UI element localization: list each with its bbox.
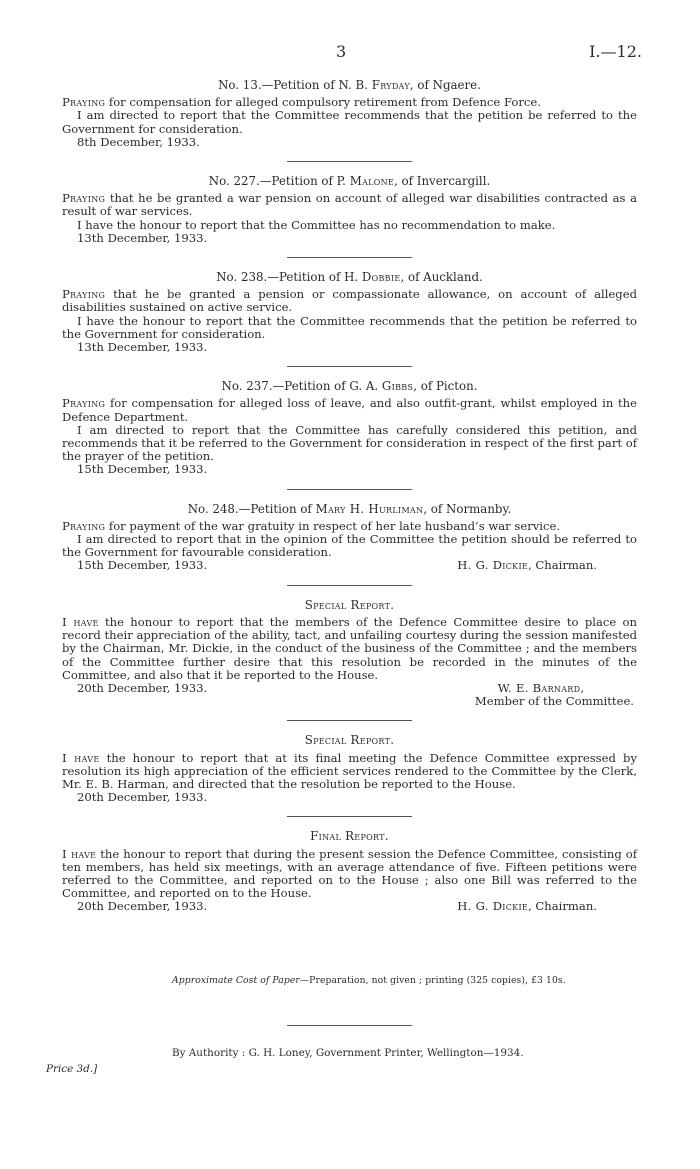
document-body (62, 79, 637, 914)
petition-prayer: Praying that he be granted a pension or compassionate allowance, on account of alleged disabilities sustained on active service. (62, 287, 637, 315)
petition-date: 15th December, 1933. (77, 462, 208, 477)
footer-divider (287, 1025, 412, 1026)
printer-authority: By Authority : G. H. Loney, Government Printer, Wellington—1934. (172, 1047, 524, 1059)
date-and-signature (62, 900, 637, 913)
petition-heading: No. 238.—Petition of H. Dobbie, of Auckland. (216, 270, 483, 285)
chairman-signature: H. G. Dickie, Chairman. (457, 899, 597, 914)
report-text: I have the honour to report that during the present session the Defence Committee, consisting of ten members, has held six meetings, with an average attendance of five. Fifteen petitions were referred to the Committee, and reported on to the House ; also one Bill was referred to the Committee, and reported on to the House. (62, 846, 637, 901)
report-date: 20th December, 1933. (77, 680, 208, 695)
petition-date: 13th December, 1933. (77, 230, 208, 245)
report-date: 20th December, 1933. (77, 899, 208, 914)
petition-report: I have the honour to report that the Committee recommends that the petition be referred to the Government for consideration. (62, 313, 637, 341)
petition-report: I am directed to report that the Committee recommends that the petition be referred to the Government for consideration. (62, 108, 637, 136)
special-report-clerk (62, 734, 637, 804)
petition-heading: No. 237.—Petition of G. A. Gibbs, of Picton. (221, 379, 478, 394)
report-date: 20th December, 1933. (77, 790, 208, 805)
signature-title: Member of the Committee. (474, 694, 634, 709)
report-text: I have the honour to report that the members of the Defence Committee desire to place on record their appreciation of the ability, tact, and unfailing courtesy during the session manifested by the Chairman, Mr. Dickie, in the conduct of the business of the Committee ; and the members of the Committee further desire that this resolution be recorded in the minutes of the Committee, and also that it be reported to the House. (62, 614, 638, 682)
section-divider (287, 585, 412, 586)
petition-prayer: Praying for compensation for alleged compulsory retirement from Defence Force. (62, 95, 541, 110)
section-divider (287, 816, 412, 817)
report-heading: Special Report. (304, 733, 395, 748)
petition-heading: No. 227.—Petition of P. Malone, of Invercargill. (208, 174, 491, 189)
member-signature: W. E. Barnard, (497, 680, 584, 695)
page-number: 3 (336, 42, 347, 61)
section-divider (287, 257, 412, 258)
date-and-signature (62, 559, 637, 572)
page-header (0, 42, 700, 66)
section-divider (287, 366, 412, 367)
price-note: Price 3d.] (46, 1063, 98, 1075)
special-report-chairman (62, 599, 637, 709)
document-reference: I.—12. (589, 42, 642, 61)
petition-no-13 (62, 79, 637, 149)
chairman-signature: H. G. Dickie, Chairman. (457, 558, 597, 573)
section-divider (287, 161, 412, 162)
petition-heading: No. 248.—Petition of Mary H. Hurliman, of Normanby. (187, 501, 512, 516)
report-heading: Final Report. (310, 829, 389, 844)
section-divider (287, 489, 412, 490)
petition-report: I am directed to report that in the opinion of the Committee the petition should be referred to the Government for favourable consideration. (62, 532, 637, 560)
petition-date: 15th December, 1933. (77, 558, 208, 573)
petition-no-248 (62, 503, 637, 573)
petition-no-238 (62, 271, 637, 354)
petition-no-237 (62, 380, 637, 476)
section-divider (287, 720, 412, 721)
petition-report: I have the honour to report that the Committee has no recommendation to make. (77, 217, 556, 232)
petition-no-227 (62, 175, 637, 245)
petition-date: 13th December, 1933. (77, 340, 208, 355)
petition-prayer: Praying that he be granted a war pension on account of alleged war disabilities contracted as a result of war services. (62, 191, 637, 219)
petition-report: I am directed to report that the Committee has carefully considered this petition, and recommends that it be referred to the Government for consideration in respect of the first part of the prayer of the petition. (62, 422, 637, 464)
report-heading: Special Report. (304, 597, 395, 612)
cost-of-paper: Approximate Cost of Paper—Preparation, not given ; printing (325 copies), £3 10s. (172, 975, 566, 986)
petition-heading: No. 13.—Petition of N. B. Fryday, of Ngaere. (218, 78, 481, 92)
petition-prayer: Praying for payment of the war gratuity in respect of her late husband’s war service. (62, 518, 561, 533)
final-report (62, 830, 637, 913)
petition-date: 8th December, 1933. (77, 134, 200, 149)
report-text: I have the honour to report that at its final meeting the Defence Committee expressed by resolution its high appreciation of the efficient services rendered to the Committee by the Clerk, Mr. E. B. Harman, and directed that the resolution be reported to the House. (62, 750, 637, 791)
petition-prayer: Praying for compensation for alleged loss of leave, and also outfit-grant, whilst employed in the Defence Department. (62, 396, 637, 424)
